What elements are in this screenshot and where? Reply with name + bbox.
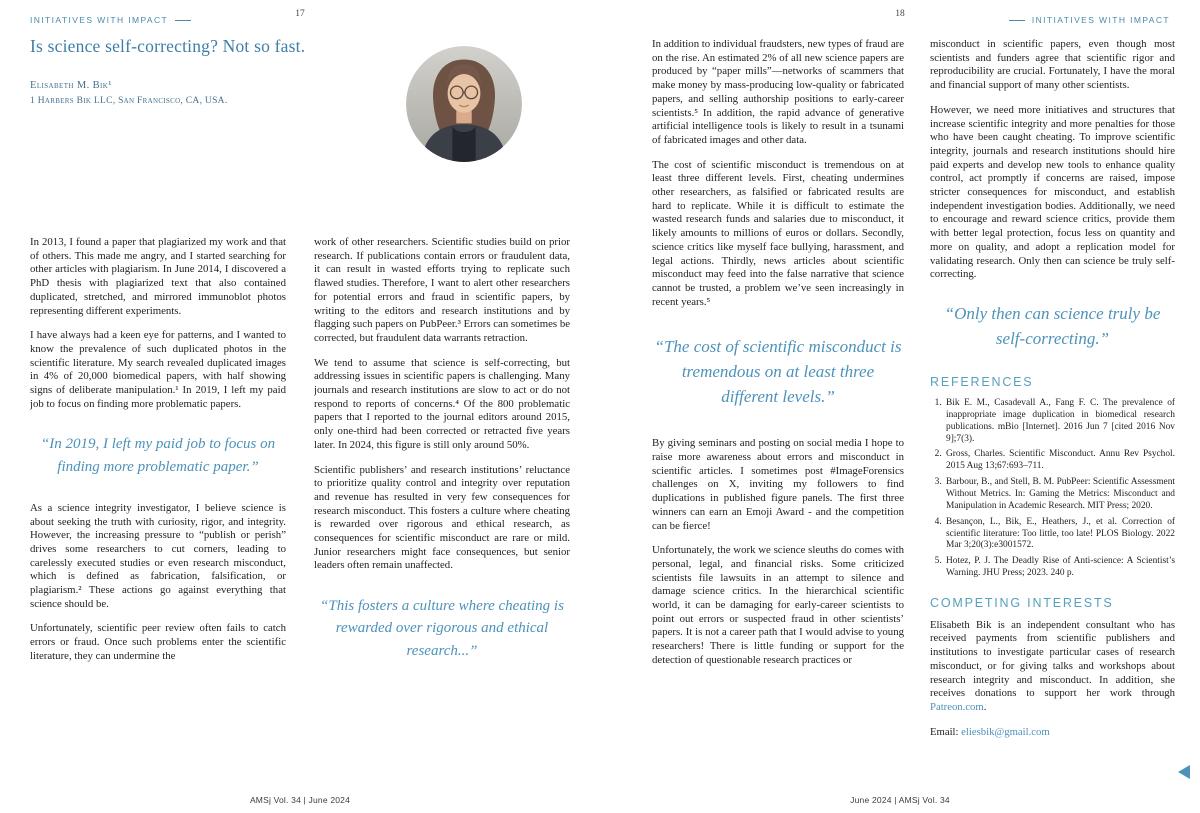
references-heading: REFERENCES — [930, 375, 1034, 390]
body-paragraph: In addition to individual fraudsters, new types of fraud are on the rise. An estimated 2% of all new science papers are produced by “paper mills”—networks of scammers that make money by mass-producing low-quality or fabricated papers, and selling authorship positions to early-career scientists.⁵ In addition, the rapid advance of generative artificial intelligence tools is likely to result in a tsunami of fabricated images and other data. — [652, 38, 904, 146]
article-title: Is science self-correcting? Not so fast. — [30, 36, 306, 56]
body-paragraph: By giving seminars and posting on social media I hope to raise more awareness about errors and misconduct in scientific articles. I sometimes post #ImageForensics challenges on X, inviting my followers to find duplications in published figure panels. The first three winners can earn an Emoji Award - and the competition can be fierce! — [652, 437, 904, 532]
references-list — [930, 398, 1175, 580]
email-line — [930, 726, 1175, 740]
body-paragraph: However, we need more initiatives and structures that increase scientific integrity and more penalties for those who have been caught cheating. To improve scientific integrity, journals and research institutions should hire paid experts and develop new tools to enhance quality control, act promptly if concerns are raised, impose stricter consequences for misconduct, and establish independent investigation bodies. Additionally, we need to encourage and reward science critics, provide them with better legal protection, focus less on quantity and more on quality, and adopt a replication model for validating research. Only then can science be truly self-correcting. — [930, 103, 1175, 281]
author-name: Elisabeth M. Bik¹ — [30, 80, 112, 91]
header-rule — [175, 20, 191, 21]
competing-interests-heading: COMPETING INTERESTS — [930, 595, 1114, 610]
reference-item: 1. Bik E. M., Casadevall A., Fang F. C. The prevalence of inappropriate image duplication in biomedical research publications. mBio [Internet]. 2016 Jun 7 [cited 2016 Nov 9];7(3). — [944, 398, 1175, 445]
competing-interests-body: Elisabeth Bik is an independent consultant who has received payments from scientific publishers and institutions to investigate particular cases of research misconduct, or for giving talks and workshops about research integrity and misconduct. In addition, she receives donations to support her work through — [930, 618, 1175, 700]
section-header — [30, 15, 191, 25]
page-number: 18 — [895, 9, 905, 19]
pull-quote: “This fosters a culture where cheating is rewarded over rigorous and ethical research...” — [320, 598, 564, 659]
text-column-right-1 — [652, 38, 904, 782]
patreon-link[interactable]: Patreon.com — [930, 700, 984, 713]
text-column-left-1 — [30, 236, 286, 776]
competing-interests-period: . — [983, 700, 987, 713]
header-rule — [1009, 20, 1025, 21]
body-paragraph: Scientific publishers’ and research institutions’ reluctance to prioritize quality control and integrity over reputation and revenue has resulted in very few consequences for research misconduct. This fosters a culture where cheating is rewarded over rigorous and ethical research, as consequences for scientific misconduct are rare or mild. Junior researchers might face consequences, but senior leaders often remain unaffected. — [314, 463, 570, 572]
text-column-left-2 — [314, 236, 570, 776]
body-paragraph: work of other researchers. Scientific studies build on prior research. If publications contain errors or fraudulent data, it can result in wasted efforts trying to replicate such flawed studies. Therefore, I want to alert other researchers for potential errors and fraud in scientific papers, by writing to the editors and research institutions and by flagging such papers on PubPeer.³ Errors can sometimes be corrected, but fraudulent data warrants retraction. — [314, 236, 570, 344]
body-paragraph: As a science integrity investigator, I believe science is about seeking the truth with curiosity, rigor, and integrity. However, the increasing pressure to “publish or perish” drives some researchers to cut corners, leading to carelessly executed studies or even research misconduct, which is defined as fabrication, falsification, or plagiarism.² These actions go against everything that science should be. — [30, 501, 286, 610]
body-paragraph: The cost of scientific misconduct is tremendous on at least three different levels. First, cheating undermines other researchers, as falsified or fabricated results are hard to replicate. While it is difficult to estimate the wasted research funds and salaries due to misconduct, it likely amounts to millions of euros or dollars. Secondly, science critics like myself face bullying, harassment, and legal actions. Thirdly, news articles about scientific misconduct may feed into the false narrative that science cannot be trusted, a problem we’ve seen increasingly in recent years.⁵ — [652, 158, 904, 308]
author-photo — [406, 46, 522, 162]
body-paragraph: misconduct in scientific papers, even though most scientists and funders agree that scientific rigor and reproducibility are crucial. Fortunately, I have the moral and financial support of many other scientists. — [930, 38, 1175, 92]
section-label: INITIATIVES WITH IMPACT — [30, 15, 169, 25]
section-label: INITIATIVES WITH IMPACT — [1031, 15, 1170, 25]
author-affiliation: 1 Harbers Bik LLC, San Francisco, CA, USA. — [30, 96, 228, 106]
body-paragraph: We tend to assume that science is self-correcting, but addressing issues in scientific papers is challenging. Many journals and research institutions are slow to act or do not respond to reports of concerns.⁴ Of the 800 problematic papers that I reported to the journal editors around 2015, only one-third had been corrected or retracted five years later. In 2024, this figure is still only around 50%. — [314, 356, 570, 451]
pull-quote: “Only then can science truly be self-correcting.” — [944, 303, 1161, 348]
body-paragraph: Unfortunately, the work we science sleuths do comes with personal, legal, and financial risks. Some criticized scientists file lawsuits in an attempt to silence and damage science critics. In the hierarchical scientific world, it can be damaging for early-career scientists to point out errors or suspected fraud in other scientists’ papers. It is not a career path that I would advise to young researchers! There is little funding or support for the detection of questionable research practices or — [652, 544, 904, 666]
body-paragraph: Unfortunately, scientific peer review often fails to catch errors or fraud. Once such problems enter the scientific literature, they can undermine the — [30, 622, 286, 662]
footer-text: June 2024 | AMSj Vol. 34 — [850, 795, 950, 805]
pull-quote: “In 2019, I left my paid job to focus on finding more problematic paper.” — [40, 436, 276, 475]
author-portrait-illustration — [406, 46, 522, 162]
competing-interests-text — [930, 619, 1175, 715]
reference-item: 4. Besançon, L., Bik, E., Heathers, J., et al. Correction of scientific literature: Too little, too late! PLOS Biology. 2022 Mar 3;20(3):e3001572. — [944, 517, 1175, 553]
page-right — [600, 0, 1200, 813]
body-paragraph: I have always had a keen eye for patterns, and I wanted to know the prevalence of such duplicated photos in the scientific literature. My search revealed duplicated images in 4% of 20,000 biomedical papers, with half showing signs of deliberate manipulation.¹ In 2019, I left my paid job to focus on finding more problematic papers. — [30, 329, 286, 410]
page-number: 17 — [295, 9, 305, 19]
reference-item: 2. Gross, Charles. Scientific Misconduct. Annu Rev Psychol. 2015 Aug 13;67:693–711. — [944, 449, 1175, 473]
pull-quote: “The cost of scientific misconduct is tremendous on at least three different levels.” — [654, 337, 902, 406]
text-column-right-2 — [930, 38, 1175, 782]
body-paragraph: In 2013, I found a paper that plagiarized my work and that of others. This made me angry, and I started searching for other articles with plagiarism. In June 2014, I discovered a PhD thesis with plagiarized text that also contained duplicated, stretched, and mirrored immunoblot photos representing different experiments. — [30, 236, 286, 317]
reference-item: 3. Barbour, B., and Stell, B. M. PubPeer: Scientific Assessment Without Metrics. In: Gaming the Metrics: Misconduct and Manipulation in Academic Research. MIT Press; 2020. — [944, 477, 1175, 513]
email-link[interactable]: eliesbik@gmail.com — [961, 725, 1050, 738]
footer-text: AMSj Vol. 34 | June 2024 — [249, 795, 351, 805]
reference-item: 5. Hotez, P. J. The Deadly Rise of Anti-science: A Scientist’s Warning. JHU Press; 2023. 240 p. — [944, 556, 1175, 580]
section-header — [1009, 15, 1170, 25]
email-label: Email: — [930, 725, 962, 738]
page-turn-arrow-icon — [1178, 765, 1190, 779]
